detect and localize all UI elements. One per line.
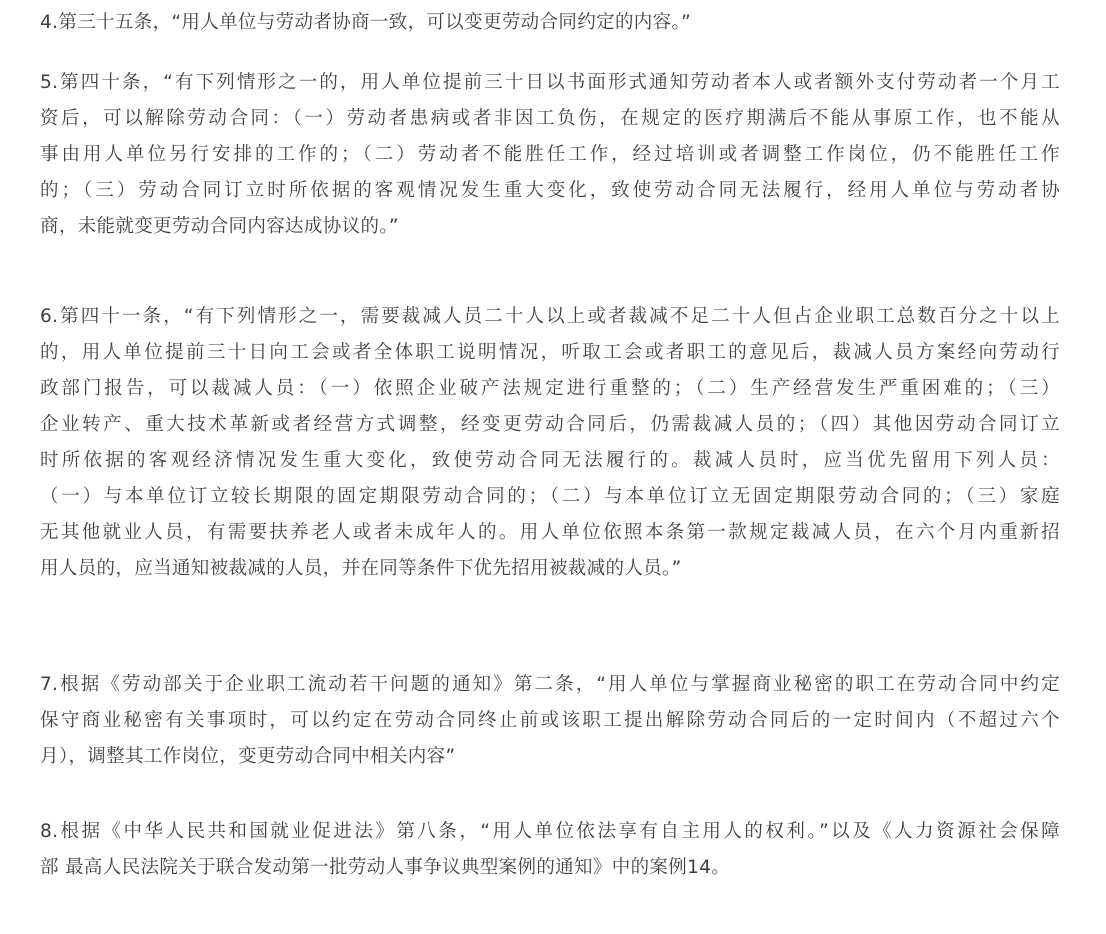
text-line: 8.根据《中华人民共和国就业促进法》第八条，“用人单位依法享有自主用人的权利。”以及《人力资源社会保障 [40, 821, 1060, 842]
text-line: 的；（三）劳动合同订立时所依据的客观情况发生重大变化，致使劳动合同无法履行，经用人单位与劳动者协 [40, 180, 1060, 201]
text-line: （一）与本单位订立较长期限的固定期限劳动合同的；（二）与本单位订立无固定期限劳动合同的；（三）家庭 [40, 486, 1060, 507]
text-line: 的，用人单位提前三十日向工会或者全体职工说明情况，听取工会或者职工的意见后，裁减人员方案经向劳动行 [40, 342, 1060, 363]
text-line: 无其他就业人员，有需要扶养老人或者未成年人的。用人单位依照本条第一款规定裁减人员，在六个月内重新招 [40, 522, 1060, 543]
text-line: 商，未能就变更劳动合同内容达成协议的。” [40, 216, 399, 237]
text-line: 5.第四十条，“有下列情形之一的，用人单位提前三十日以书面形式通知劳动者本人或者额外支付劳动者一个月工 [40, 72, 1060, 93]
text-line: 事由用人单位另行安排的工作的；（二）劳动者不能胜任工作，经过培训或者调整工作岗位，仍不能胜任工作 [40, 144, 1060, 165]
text-line: 保守商业秘密有关事项时，可以约定在劳动合同终止前或该职工提出解除劳动合同后的一定时间内（不超过六个 [40, 710, 1060, 731]
text-line: 月），调整其工作岗位，变更劳动合同中相关内容” [40, 746, 456, 767]
paragraph-article-40 [40, 65, 1060, 245]
text-line: 资后，可以解除劳动合同：（一）劳动者患病或者非因工负伤，在规定的医疗期满后不能从事原工作，也不能从 [40, 108, 1060, 129]
paragraph-article-41 [40, 299, 1060, 587]
paragraph-article-35 [40, 5, 1060, 41]
text-line: 用人员的，应当通知被裁减的人员，并在同等条件下优先招用被裁减的人员。” [40, 558, 682, 579]
text-line: 4.第三十五条，“用人单位与劳动者协商一致，可以变更劳动合同约定的内容。” [40, 12, 692, 33]
paragraph-employment-promotion-law [40, 814, 1060, 886]
text-line: 7.根据《劳动部关于企业职工流动若干问题的通知》第二条，“用人单位与掌握商业秘密的职工在劳动合同中约定 [40, 674, 1060, 695]
text-line: 政部门报告，可以裁减人员：（一）依照企业破产法规定进行重整的；（二）生产经营发生严重困难的；（三） [40, 378, 1060, 399]
paragraph-notice-article-2 [40, 667, 1060, 775]
text-line: 6.第四十一条，“有下列情形之一，需要裁减人员二十人以上或者裁减不足二十人但占企业职工总数百分之十以上 [40, 306, 1060, 327]
text-line: 时所依据的客观经济情况发生重大变化，致使劳动合同无法履行的。裁减人员时，应当优先留用下列人员： [40, 450, 1060, 471]
text-line: 部 最高人民法院关于联合发动第一批劳动人事争议典型案例的通知》中的案例14。 [40, 857, 731, 878]
text-line: 企业转产、重大技术革新或者经营方式调整，经变更劳动合同后，仍需裁减人员的；（四）其他因劳动合同订立 [40, 414, 1060, 435]
